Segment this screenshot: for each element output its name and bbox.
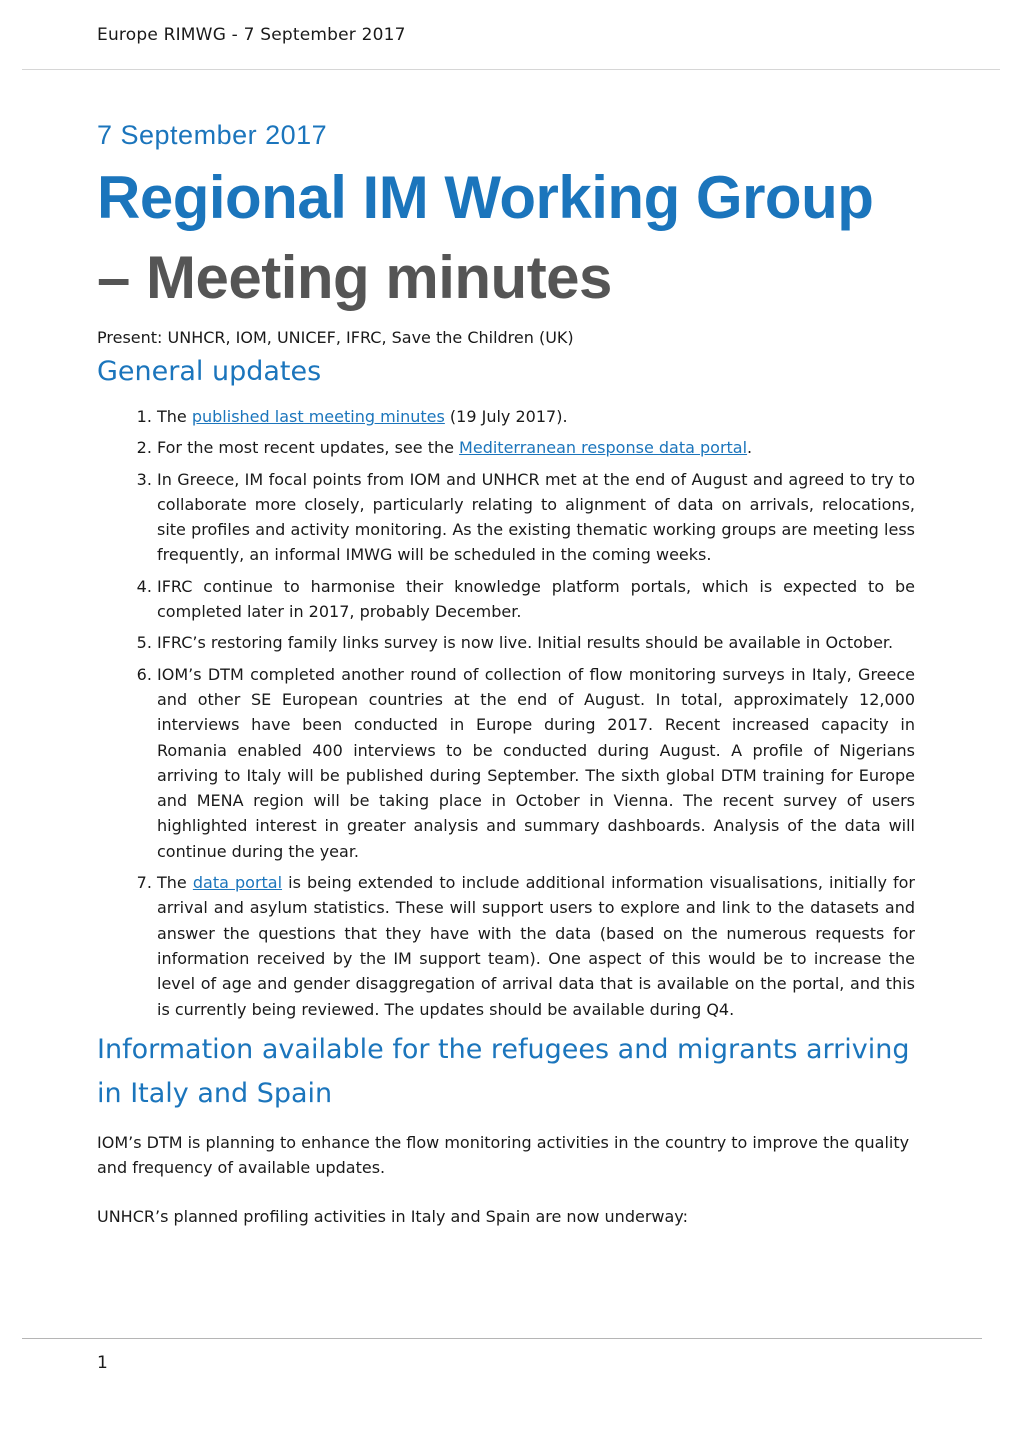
footer-divider: [22, 1338, 982, 1339]
page-number: 1: [97, 1353, 108, 1373]
list-item: 1. The published last meeting minutes (19 July 2017).: [157, 404, 915, 429]
title-line-sub: – Meeting minutes: [97, 244, 612, 311]
attendees-line: Present: UNHCR, IOM, UNICEF, IFRC, Save the Children (UK): [97, 328, 574, 347]
paragraph-unhcr-profiling: UNHCR’s planned profiling activities in Italy and Spain are now underway:: [97, 1207, 688, 1227]
list-item: 3. In Greece, IM focal points from IOM and UNHCR met at the end of August and agreed to try to collaborate more closely, particularly relating to alignment of data on arrivals, relocations, site profiles and activity monitoring. As the existing thematic working groups are meeting less frequently, an informal IMWG will be scheduled in the coming weeks.: [157, 467, 915, 568]
list-item: 2. For the most recent updates, see the Mediterranean response data portal.: [157, 435, 915, 460]
heading-general-updates: General updates: [97, 356, 322, 387]
document-title: [97, 158, 915, 318]
list-item: 4. IFRC continue to harmonise their knowledge platform portals, which is expected to be completed later in 2017, probably December.: [157, 574, 915, 625]
data-portal-short-link[interactable]: data portal: [192, 873, 283, 893]
meeting-date: 7 September 2017: [97, 120, 328, 150]
title-line-main: Regional IM Working Group: [97, 164, 874, 231]
last-minutes-link[interactable]: published last meeting minutes: [191, 407, 445, 426]
header-divider: [22, 69, 1000, 70]
general-updates-list: [97, 404, 915, 1022]
data-portal-link[interactable]: Mediterranean response data portal: [459, 438, 748, 458]
list-item: 5. IFRC’s restoring family links survey is now live. Initial results should be available in October.: [157, 630, 915, 655]
page-content: [97, 116, 915, 1230]
list-item: 7. The data portal is being extended to include additional information visualisations, initially for arrival and asylum statistics. These will support users to explore and link to the datasets and answer the questions that they have with the data (based on the numerous requests for information received by the IM support team). One aspect of this would be to increase the level of age and gender disaggregation of arrival data that is available on the portal, and this is currently being reviewed. The updates should be available during Q4.: [157, 870, 915, 1022]
paragraph-iom-dtm: IOM’s DTM is planning to enhance the flow monitoring activities in the country to improve the quality and frequency of available updates.: [97, 1132, 910, 1178]
heading-information-available: Information available for the refugees and migrants arriving in Italy and Spain: [97, 1033, 910, 1109]
list-item: 6. IOM’s DTM completed another round of collection of flow monitoring surveys in Italy, Greece and other SE European countries at the end of August. In total, approximately 12,000 interviews have been conducted in Europe during 2017. Recent increased capacity in Romania enabled 400 interviews to be conducted during August. A profile of Nigerians arriving to Italy will be published during September. The sixth global DTM training for Europe and MENA region will be taking place in October in Vienna. The recent survey of users highlighted interest in greater analysis and summary dashboards. Analysis of the data will continue during the year.: [157, 662, 915, 864]
running-header: Europe RIMWG - 7 September 2017: [97, 25, 406, 45]
